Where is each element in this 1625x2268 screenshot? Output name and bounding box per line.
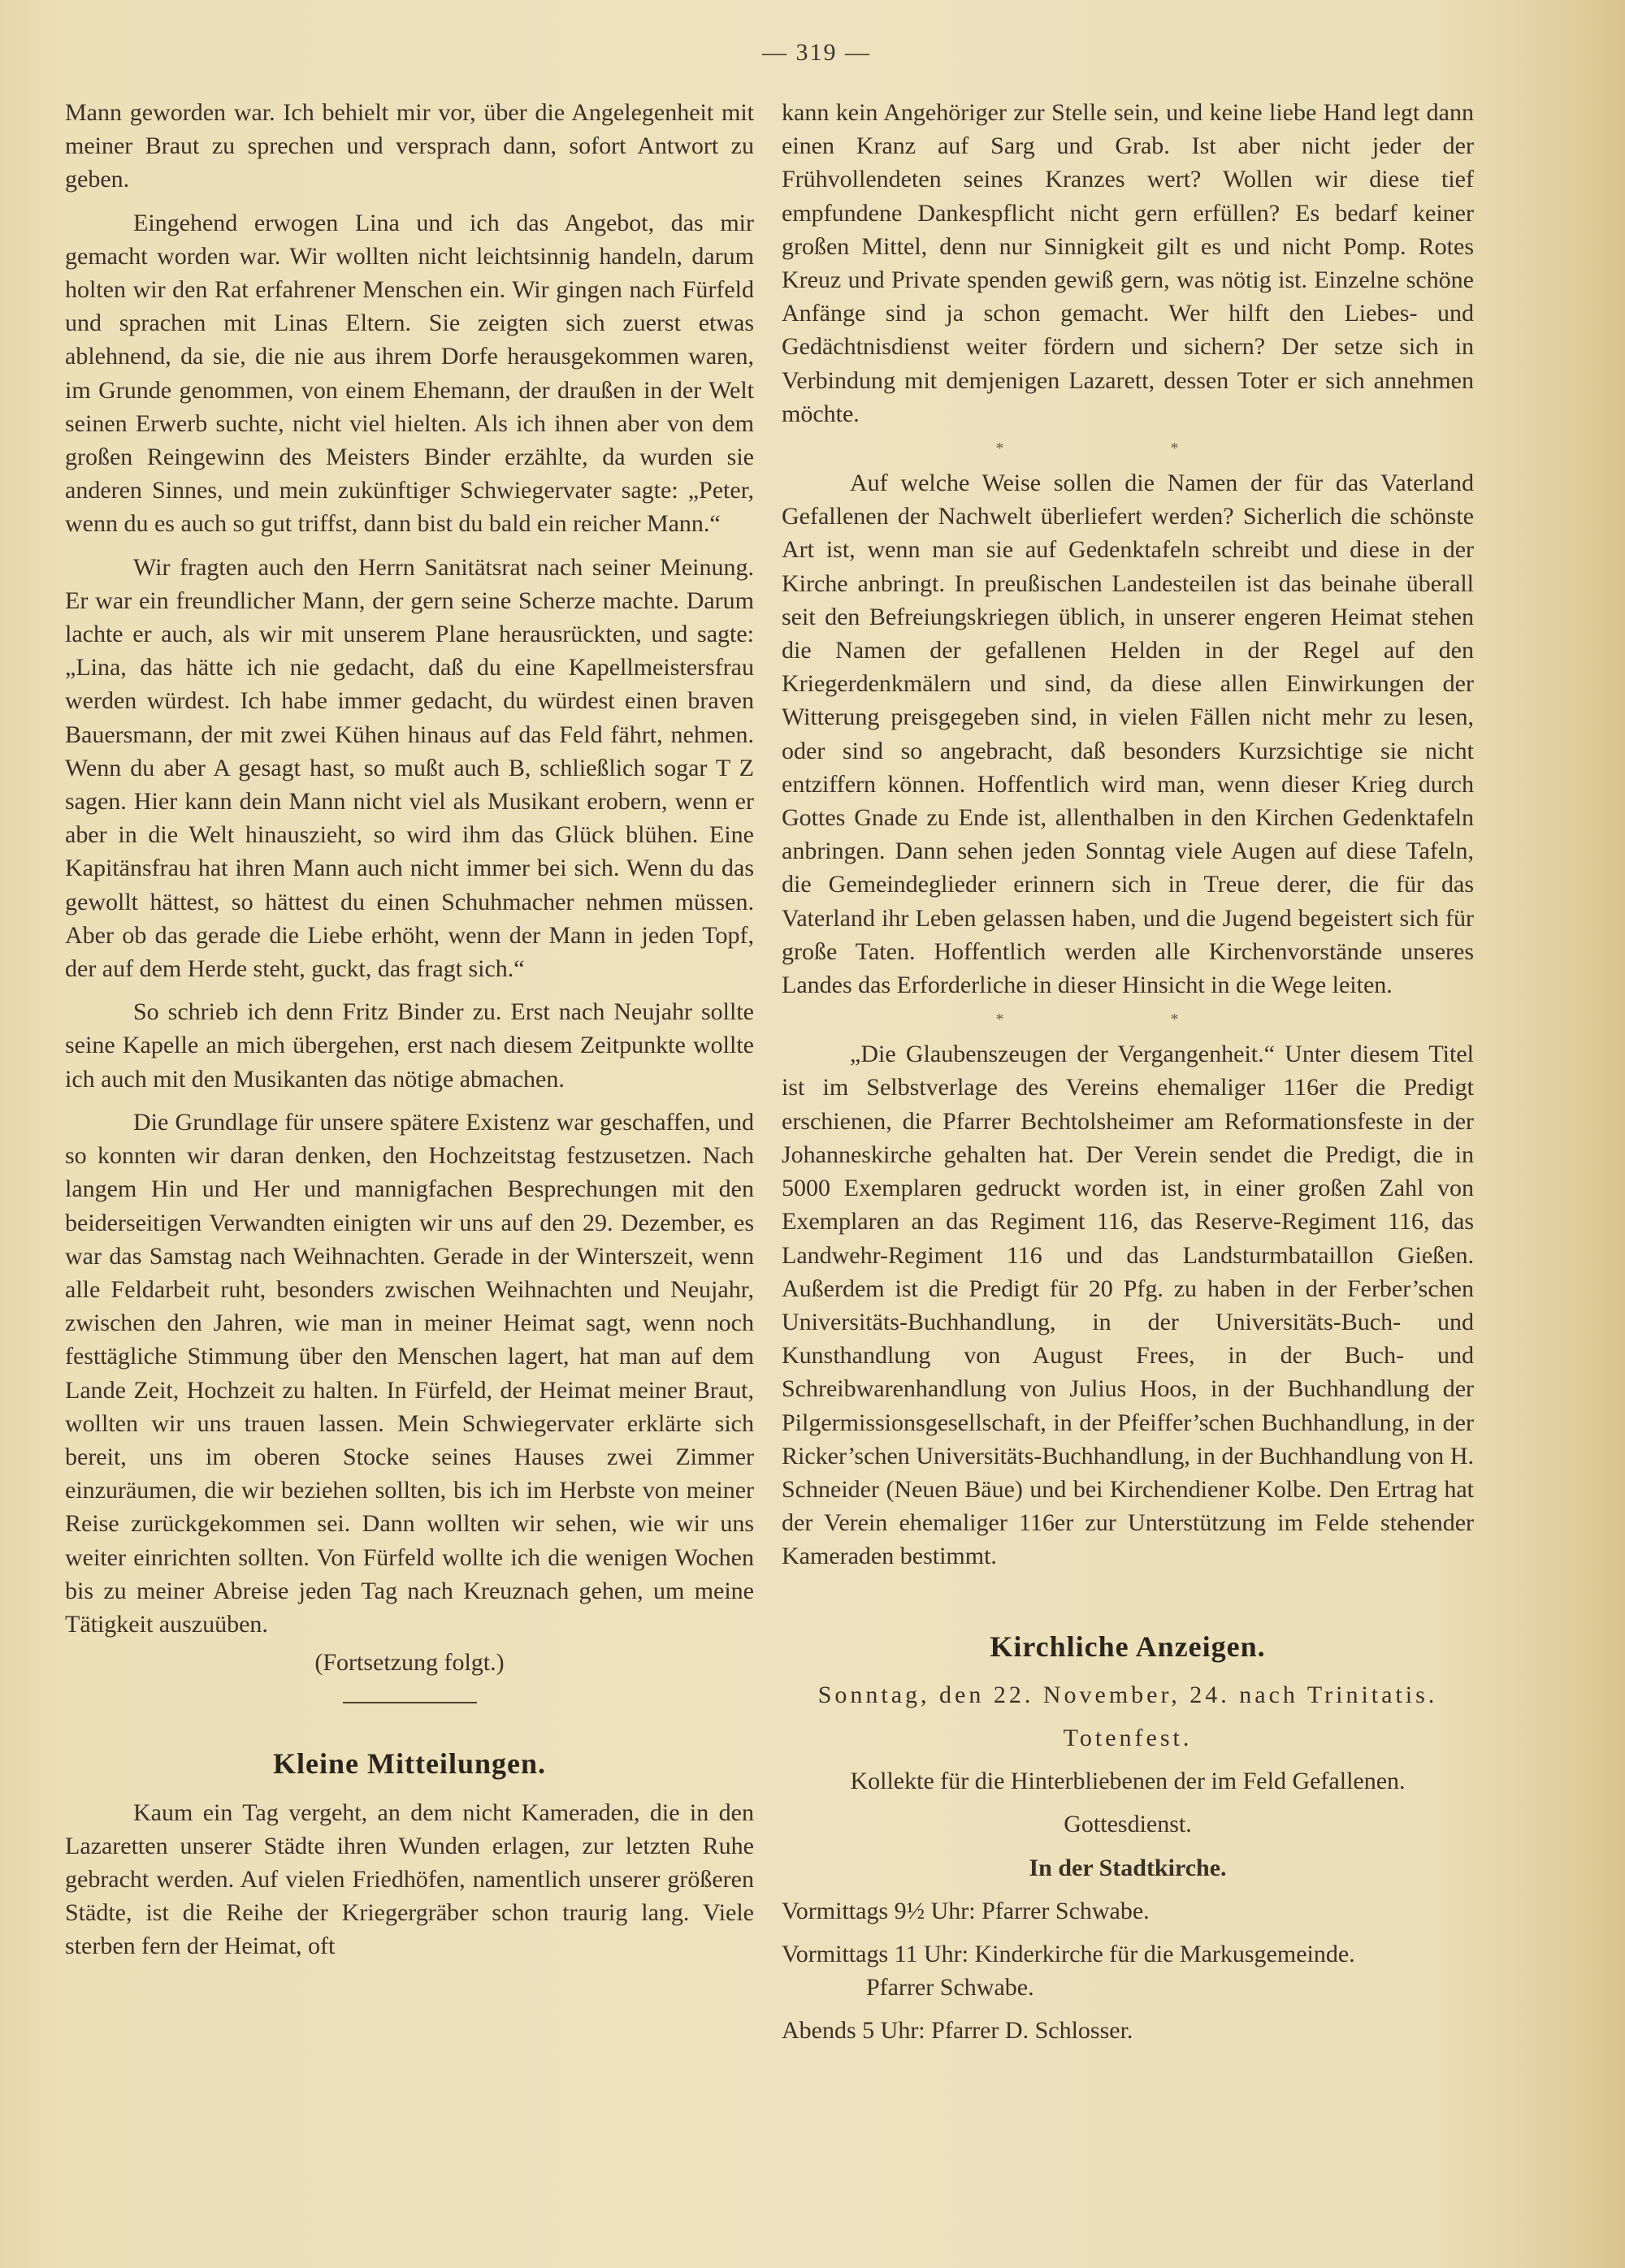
service-entry: Vormittags 11 Uhr: Kinderkirche für die Markusgemeinde. — [782, 1940, 1355, 1967]
service-entry-pastor: Pfarrer Schwabe. — [866, 1974, 1034, 2002]
page-number: — 319 — — [762, 39, 871, 66]
service-entry: Abends 5 Uhr: Pfarrer D. Schlosser. — [782, 2017, 1133, 2045]
news-section — [65, 1747, 754, 1963]
left-column — [65, 96, 754, 1963]
story-section — [65, 96, 754, 1679]
news-paragraph: kann kein Angehöriger zur Stelle sein, und keine liebe Hand legt dann einen Kranz auf Sarg und Grab. Ist aber nicht jeder der Frühvollendeten seines Kranzes wert? Wollen wir diese tief empfundene Dankespflicht nicht gern erfüllen? Es bedarf keiner großen Mittel, denn nur Sinnigkeit gilt es und nicht Pomp. Rotes Kreuz und Private spenden gewiß gern, was nötig ist. Einzelne schöne Anfänge sind ja schon gemacht. Wer hilft den Liebes- und Gedächtnisdienst weiter fördern und sichern? Der setze sich in Verbindung mit demjenigen Lazarett, dessen Toter er sich annehmen möchte. — [782, 99, 1474, 427]
separator-stars: * * — [995, 1011, 1260, 1029]
announcement-date: Sonntag, den 22. November, 24. nach Trinitatis. — [817, 1681, 1438, 1708]
announcements-title: Kirchliche Anzeigen. — [990, 1630, 1266, 1663]
story-paragraph: Mann geworden war. Ich behielt mir vor, über die Angelegenheit mit meiner Braut zu sprechen und versprach dann, sofort Antwort zu geben. — [65, 99, 754, 193]
story-paragraph: Wir fragten auch den Herrn Sanitätsrat nach seiner Meinung. Er war ein freundlicher Mann, der gern seine Scherze machte. Darum lachte er auch, als wir mit unserem Plane herausrückten, und sagte: „Lina, das hätte ich nie gedacht, daß du eine Kapellmeistersfrau werden würdest. Ich habe immer gedacht, du würdest einen braven Bauersmann, der mit zwei Kühen hinaus auf das Feld fährt, nehmen. Wenn du aber A gesagt hast, so mußt auch B, schließlich sogar T Z sagen. Hier kann dein Mann nicht viel als Musikant erobern, wenn er aber in die Welt hinauszieht, so wird ihm das Glück blühen. Eine Kapitänsfrau hat ihren Mann auch nicht immer bei sich. Wenn du das gewollt hättest, so hättest du einen Schuhmacher nehmen müssen. Aber ob das gerade die Liebe erhöht, wenn der Mann in jeden Topf, der auf dem Herde steht, guckt, das fragt sich.“ — [65, 553, 754, 983]
right-column — [782, 96, 1474, 2048]
announcement-occasion: Totenfest. — [1063, 1724, 1193, 1751]
news-paragraph: Kaum ein Tag vergeht, an dem nicht Kameraden, die in den Lazaretten unserer Städte ihren Wunden erlagen, zur letzten Ruhe gebracht werden. Auf vielen Friedhöfen, namentlich unserer größeren Städte, ist die Reihe der Kriegergräber schon traurig lang. Viele sterben fern der Heimat, oft — [65, 1798, 754, 1960]
service-heading: Gottesdienst. — [1064, 1811, 1192, 1838]
news-paragraph: „Die Glaubenszeugen der Vergangenheit.“ Unter diesem Titel ist im Selbstverlage des Vereins ehemaliger 116er die Predigt erschienen, die Pfarrer Bechtolsheimer am Reformationsfeste in der Johanneskirche gehalten hat. Der Verein sendet die Predigt, die in 5000 Exemplaren gedruckt worden ist, in einer großen Zahl von Exemplaren an das Regiment 116, das Reserve-Regiment 116, das Landwehr-Regiment 116 und das Landsturmbataillon Gießen. Außerdem ist die Predigt für 20 Pfg. zu haben in der Ferber’schen Universitäts-Buchhandlung, in der Universitäts-Buch- und Kunsthandlung von August Frees, in der Buch- und Schreibwarenhandlung von Julius Hoos, in der Buchhandlung der Pilgermissionsgesellschaft, in der Pfeiffer’schen Buchhandlung, in der Ricker’schen Universitäts-Buchhandlung, in der Buchhandlung von H. Schneider (Neuen Bäue) und bei Kirchendiener Kolbe. Den Ertrag hat der Verein ehemaliger 116er zur Unterstützung im Felde stehender Kameraden bestimmt. — [782, 1041, 1474, 1570]
separator-stars: * * — [995, 439, 1260, 458]
continued-note: (Fortsetzung folgt.) — [314, 1649, 505, 1677]
section-divider — [343, 1702, 477, 1703]
announcement-collection: Kollekte für die Hinterbliebenen der im Feld Gefallenen. — [850, 1768, 1406, 1795]
story-paragraph: So schrieb ich denn Fritz Binder zu. Erst nach Neujahr sollte seine Kapelle an mich übergehen, erst nach diesem Zeitpunkte wollte ich auch mit den Musikanten das nötige abmachen. — [65, 998, 754, 1093]
story-paragraph: Die Grundlage für unsere spätere Existenz war geschaffen, und so konnten wir daran denken, den Hochzeitstag festzusetzen. Nach langem Hin und Her und mannigfachen Besprechungen mit den beiderseitigen Verwandten einigten wir uns auf den 29. Dezember, es war das Samstag nach Weihnachten. Gerade in der Winterszeit, wenn alle Feldarbeit ruht, besonders zwischen Weihnachten und Neujahr, zwischen den Jahren, wie man in meiner Heimat sagt, wenn noch festtägliche Stimmung über den Menschen lagert, hat man auf dem Lande Zeit, Hochzeit zu halten. In Fürfeld, der Heimat meiner Braut, wollten wir uns trauen lassen. Mein Schwiegervater erklärte sich bereit, uns im oberen Stocke seines Hauses zwei Zimmer einzuräumen, die wir beziehen sollten, bis ich im Herbste von meiner Reise zurückgekommen sei. Dann wollten wir sehen, wie wir uns weiter einrichten sollten. Von Fürfeld wollte ich die wenigen Wochen bis zu meiner Abreise jeden Tag nach Kreuznach gehen, um meine Tätigkeit auszuüben. — [65, 1108, 754, 1638]
church-announcements — [782, 1630, 1474, 2048]
news-title: Kleine Mitteilungen. — [273, 1747, 546, 1781]
church-name: In der Stadtkirche. — [1029, 1854, 1227, 1881]
service-entry: Vormittags 9½ Uhr: Pfarrer Schwabe. — [782, 1897, 1150, 1924]
story-paragraph: Eingehend erwogen Lina und ich das Angebot, das mir gemacht worden war. Wir wollten nicht leichtsinnig handeln, darum holten wir den Rat erfahrener Menschen ein. Wir gingen nach Fürfeld und sprachen mit Linas Eltern. Sie zeigten sich zuerst etwas ablehnend, da sie, die nie aus ihrem Dorfe herausgekommen waren, im Grunde genommen, von einem Ehemann, der draußen in der Welt seinen Erwerb suchte, nicht viel hielten. Als ich ihnen aber von dem großen Reingewinn des Meisters Binder erzählte, da wurden sie anderen Sinnes, und mein zukünftiger Schwiegervater sagte: „Peter, wenn du es auch so gut triffst, dann bist du bald ein reicher Mann.“ — [65, 209, 754, 538]
news-paragraph: Auf welche Weise sollen die Namen der für das Vaterland Gefallenen der Nachwelt überliefert werden? Sicherlich die schönste Art ist, wenn man sie auf Gedenktafeln schreibt und diese in der Kirche anbringt. In preußischen Landesteilen ist das beinahe überall seit den Befreiungskriegen üblich, in unserer engeren Heimat stehen die Namen der gefallenen Helden in der Regel auf den Kriegerdenkmälern und sind, da diese allen Einwirkungen der Witterung preisgegeben sind, in vielen Fällen nicht mehr zu lesen, oder sind so angebracht, daß besonders Kurzsichtige sie nicht entziffern können. Hoffentlich wird man, wenn dieser Krieg durch Gottes Gnade zu Ende ist, allenthalben in den Kirchen Gedenktafeln anbringen. Dann sehen jeden Sonntag viele Augen auf diese Tafeln, die Gemeindeglieder erinnern sich in Treue derer, die für das Vaterland ihr Leben gelassen haben, und die Jugend begeistert sich für große Taten. Hoffentlich werden alle Kirchenvorstände unseres Landes das Erforderliche in dieser Hinsicht in die Wege leiten. — [782, 470, 1474, 999]
